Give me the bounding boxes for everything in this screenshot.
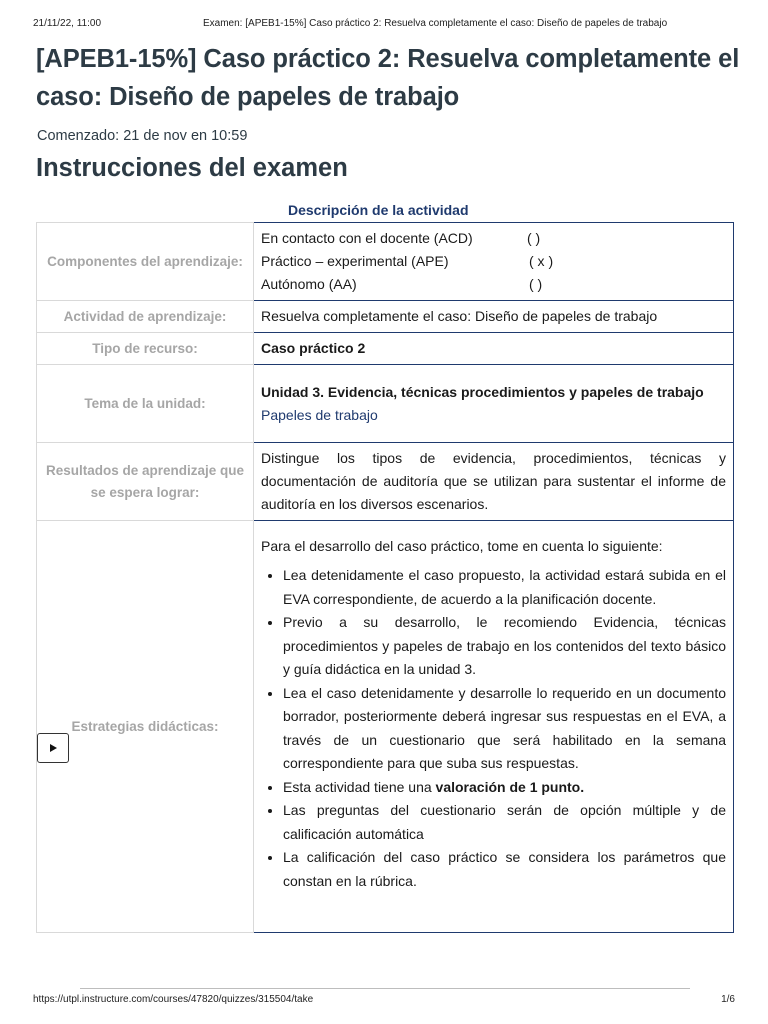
strategy-item: • Lea detenidamente el caso propuesto, la actividad estará subida en el EVA correspondiente, de acuerdo a la planificación docente.	[283, 564, 726, 611]
strategies-list	[261, 564, 726, 893]
strategy-item: • Lea el caso detenidamente y desarrolle lo requerido en un documento borrador, posteriormente deberá ingresar sus respuestas en el EVA, a través de un cuestionario que será habilitado en la semana correspondiente para que suba sus respuestas.	[283, 682, 726, 776]
play-button[interactable]	[37, 733, 69, 763]
component-mark: ( )	[527, 230, 541, 246]
components-row	[37, 223, 734, 301]
learning-activity-label: Actividad de aprendizaje:	[37, 301, 254, 333]
strategy-item: • Las preguntas del cuestionario serán de opción múltiple y de calificación automática	[283, 799, 726, 846]
component-name: Autónomo (AA)	[261, 276, 357, 292]
outcomes-value: Distingue los tipos de evidencia, procedimientos, técnicas y documentación de auditoría que se utilizan para sustentar el informe de auditoría en los diversos escenarios.	[254, 443, 734, 521]
print-header	[33, 18, 735, 32]
quiz-started-info	[37, 128, 251, 144]
value-bold: valoración de 1 punto.	[435, 778, 585, 795]
unit-topic-label: Tema de la unidad:	[37, 365, 254, 443]
strategies-value	[254, 521, 734, 933]
value-prefix: Esta actividad tiene una	[283, 778, 436, 795]
learning-activity-value: Resuelva completamente el caso: Diseño de papeles de trabajo	[254, 301, 734, 333]
components-value	[254, 223, 734, 301]
strategy-item-value	[283, 776, 726, 800]
component-mark: ( )	[529, 276, 543, 292]
resource-type-label: Tipo de recurso:	[37, 333, 254, 365]
print-footer	[33, 994, 735, 1008]
page-number: 1/6	[721, 994, 735, 1005]
strategies-intro: Para el desarrollo del caso práctico, tome en cuenta lo siguiente:	[261, 538, 663, 554]
component-item	[261, 250, 726, 273]
strategy-item: • Previo a su desarrollo, le recomiendo Evidencia, técnicas procedimientos y papeles de trabajo en los contenidos del texto básico y guía didáctica en la unidad 3.	[283, 611, 726, 682]
print-url: https://utpl.instructure.com/courses/47820/quizzes/315504/take	[33, 994, 314, 1005]
activity-caption: Descripción de la actividad	[288, 202, 469, 218]
component-item	[261, 227, 726, 250]
components-label: Componentes del aprendizaje:	[37, 223, 254, 301]
outcomes-row	[37, 443, 734, 521]
unit-title: Unidad 3. Evidencia, técnicas procedimientos y papeles de trabajo	[261, 383, 704, 400]
started-label: Comenzado:	[37, 128, 120, 144]
print-date: 21/11/22, 11:00	[33, 18, 102, 29]
outcomes-label: Resultados de aprendizaje que se espera lograr:	[37, 443, 254, 521]
component-mark: ( x )	[529, 253, 554, 269]
strategies-row	[37, 521, 734, 933]
footer-divider	[80, 988, 690, 989]
print-document-title: Examen: [APEB1-15%] Caso práctico 2: Resuelva completamente el caso: Diseño de papeles de trabajo	[203, 18, 668, 29]
strategies-label: Estrategias didácticas:	[71, 718, 219, 734]
learning-activity-row	[37, 301, 734, 333]
component-name: En contacto con el docente (ACD)	[261, 230, 473, 246]
component-item	[261, 273, 726, 296]
started-value: 21 de nov en 10:59	[123, 128, 248, 144]
strategy-item: • La calificación del caso práctico se considera los parámetros que constan en la rúbrica.	[283, 846, 726, 893]
unit-topic-row	[37, 365, 734, 443]
quiz-title: [APEB1-15%] Caso práctico 2: Resuelva completamente el caso: Diseño de papeles de trabajo	[36, 45, 740, 111]
unit-topic-value	[254, 365, 734, 443]
resource-type-value: Caso práctico 2	[254, 333, 734, 365]
instructions-heading: Instrucciones del examen	[36, 154, 348, 182]
resource-type-row	[37, 333, 734, 365]
activity-description-table	[36, 222, 734, 933]
strategies-label-cell	[37, 521, 254, 933]
component-name: Práctico – experimental (APE)	[261, 253, 449, 269]
unit-subtitle: Papeles de trabajo	[261, 406, 378, 423]
play-icon	[48, 743, 58, 753]
